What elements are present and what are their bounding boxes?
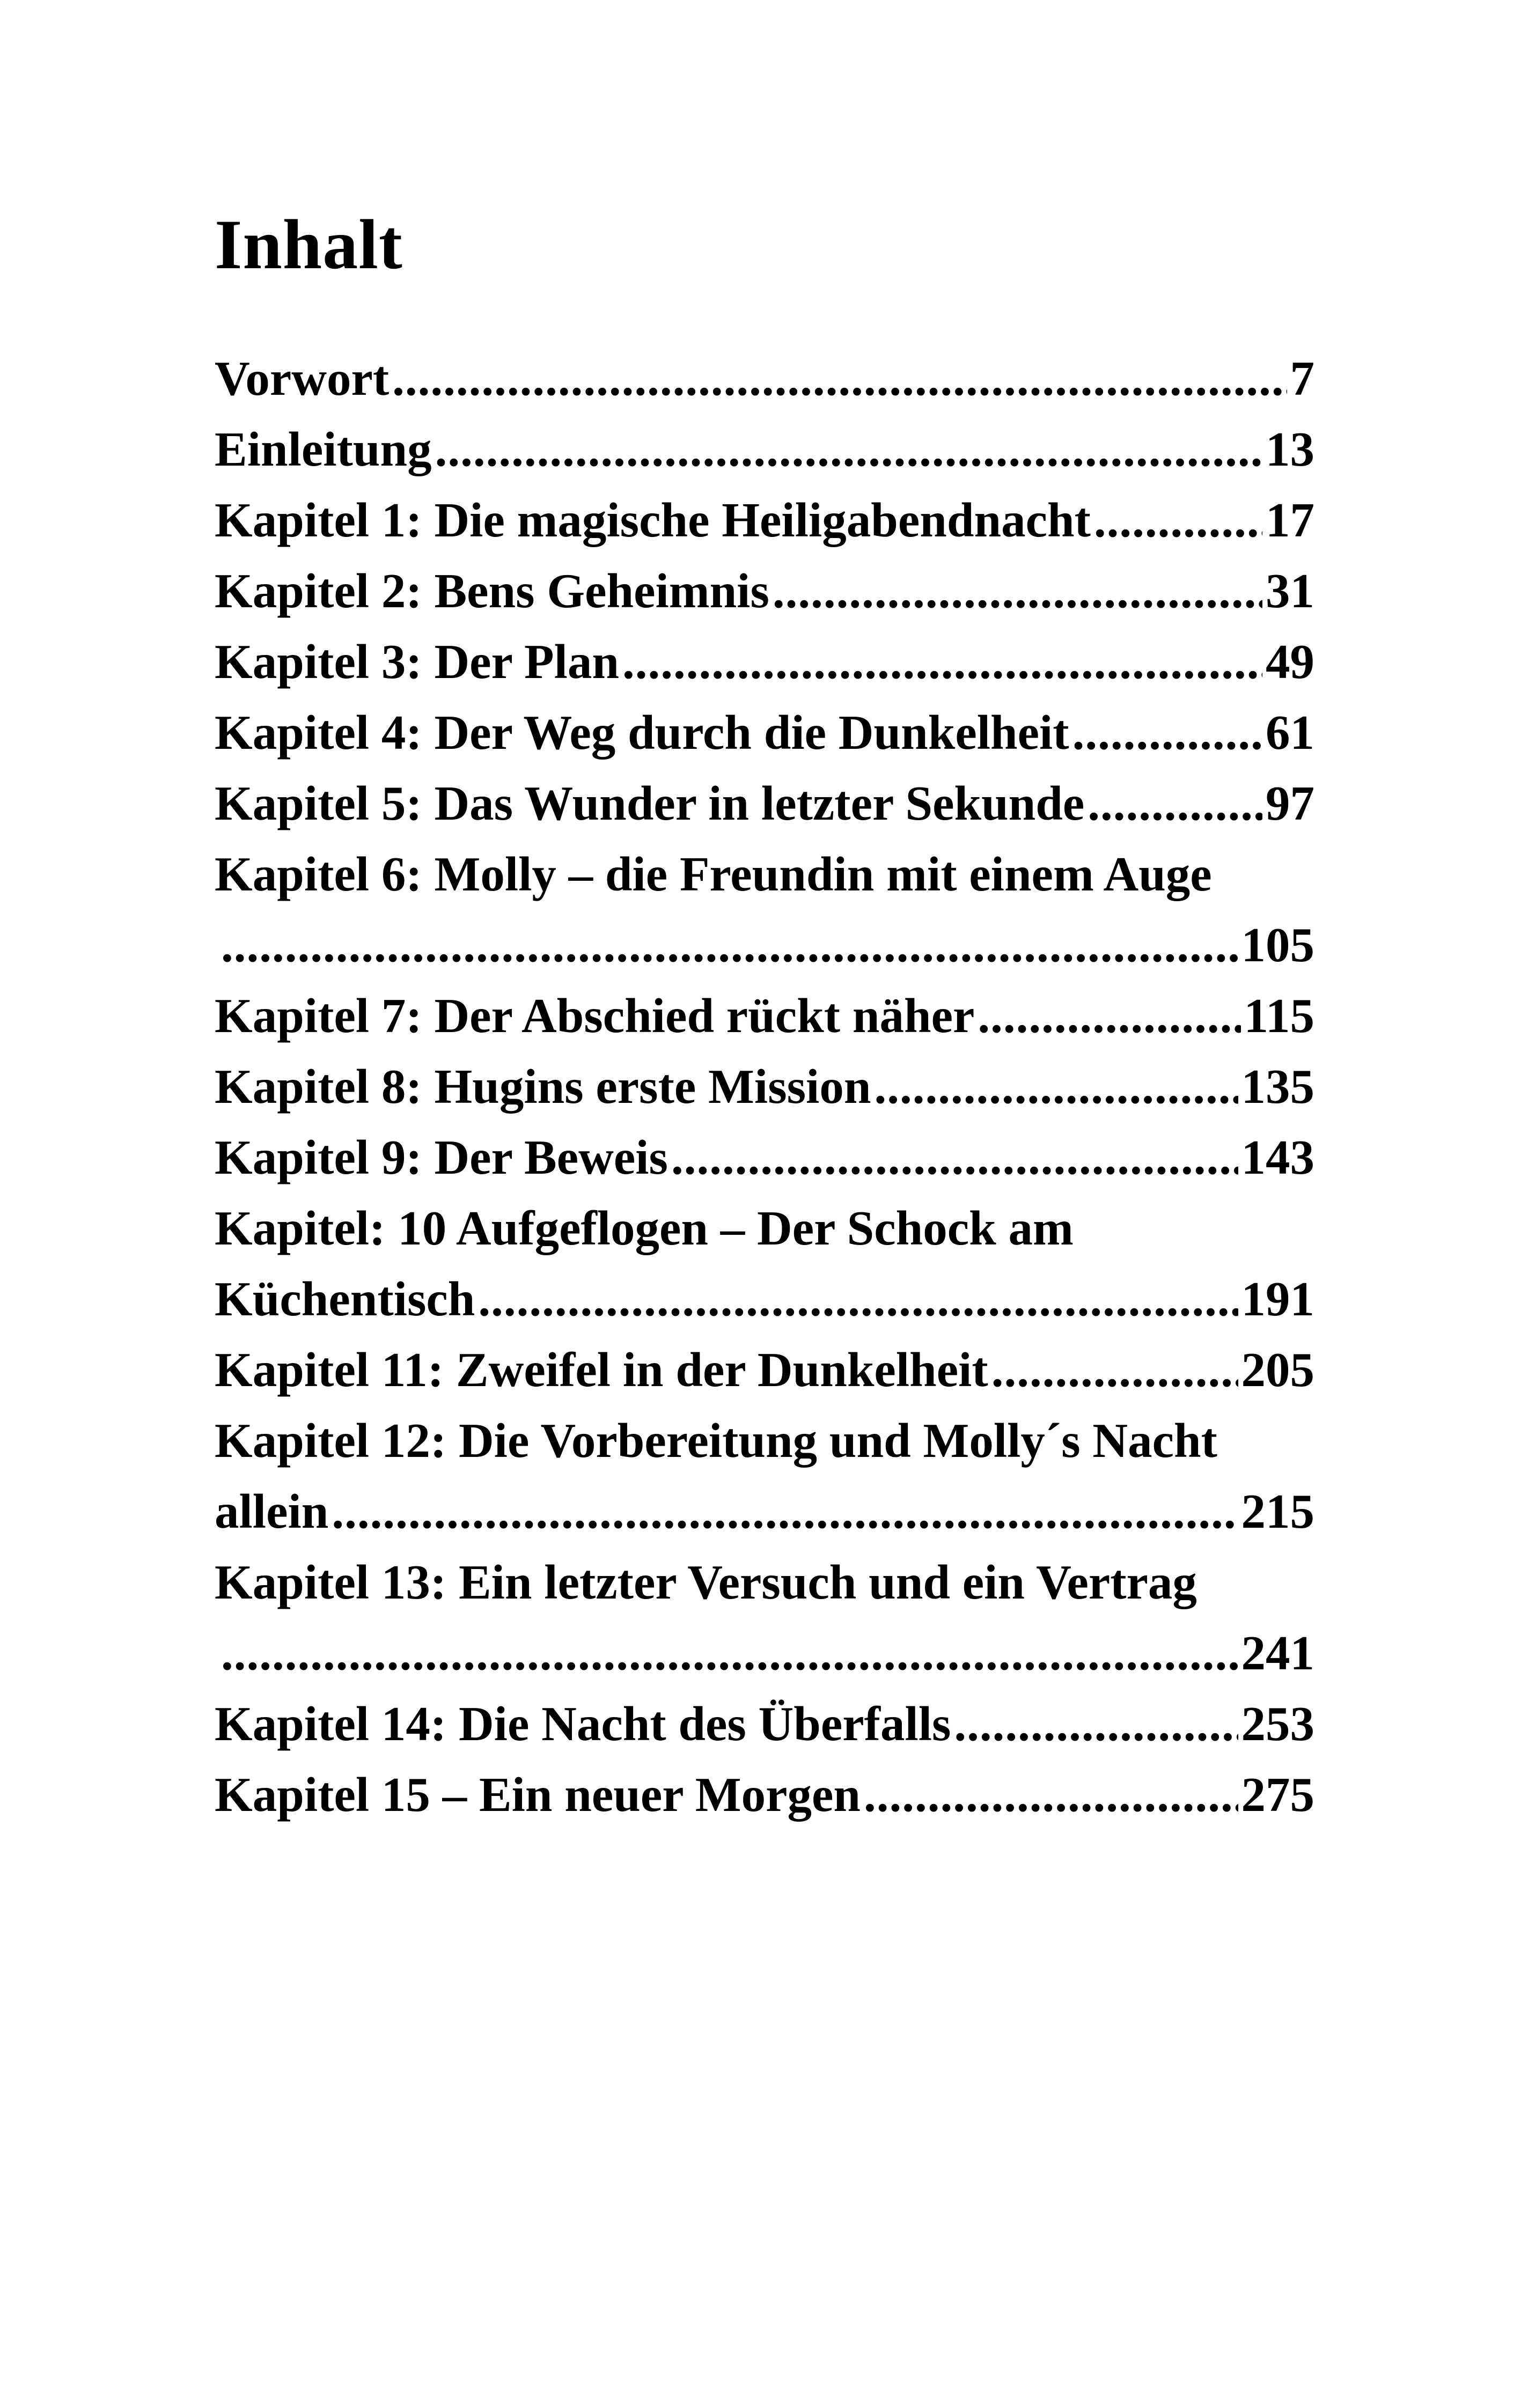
toc-entry-label: Kapitel 12: Die Vorbereitung und Molly´s Nacht bbox=[215, 1413, 1217, 1468]
toc-entry-label: Kapitel 6: Molly – die Freundin mit einem Auge bbox=[215, 847, 1212, 901]
toc-entry-kapitel-12 bbox=[215, 1405, 1314, 1547]
toc-entry-kapitel-5 bbox=[215, 768, 1314, 839]
toc-entry-page: 49 bbox=[1266, 635, 1314, 689]
toc-line bbox=[215, 910, 1314, 981]
toc-entry-einleitung bbox=[215, 414, 1314, 485]
toc-entry-label: Kapitel 3: Der Plan bbox=[215, 635, 620, 689]
toc-entry-kapitel-6 bbox=[215, 839, 1314, 981]
toc-line bbox=[215, 1618, 1314, 1689]
toc-entry-label: Kapitel: 10 Aufgeflogen – Der Schock am bbox=[215, 1201, 1074, 1255]
dot-leader bbox=[392, 343, 1287, 414]
toc-entry-kapitel-4 bbox=[215, 697, 1314, 768]
toc-entry-page: 275 bbox=[1241, 1768, 1314, 1822]
page-title: Inhalt bbox=[215, 205, 403, 284]
toc-entry-kapitel-9 bbox=[215, 1122, 1314, 1193]
dot-leader bbox=[478, 1264, 1238, 1335]
toc-entry-page: 241 bbox=[1241, 1626, 1314, 1680]
toc-line bbox=[215, 343, 1314, 414]
toc-entry-page: 31 bbox=[1266, 564, 1314, 618]
toc-line bbox=[215, 697, 1314, 768]
toc-entry-label: Kapitel 8: Hugins erste Mission bbox=[215, 1059, 871, 1114]
toc-entry-label: Kapitel 11: Zweifel in der Dunkelheit bbox=[215, 1343, 988, 1397]
toc-entry-label: Kapitel 2: Bens Geheimnis bbox=[215, 564, 769, 618]
toc-entry-label: Kapitel 1: Die magische Heiligabendnacht bbox=[215, 493, 1091, 547]
toc-entry-kapitel-14 bbox=[215, 1689, 1314, 1759]
toc-entry-kapitel-7 bbox=[215, 981, 1314, 1051]
dot-leader bbox=[332, 1476, 1238, 1547]
toc-line bbox=[215, 485, 1314, 556]
toc-entry-label-continued: Küchentisch bbox=[215, 1272, 475, 1326]
toc-line bbox=[215, 556, 1314, 627]
toc-line bbox=[215, 768, 1314, 839]
toc-entry-page: 135 bbox=[1241, 1059, 1314, 1114]
dot-leader bbox=[221, 1618, 1238, 1689]
table-of-contents bbox=[215, 343, 1314, 1830]
dot-leader bbox=[1088, 768, 1262, 839]
toc-entry-page: 97 bbox=[1266, 776, 1314, 830]
toc-line bbox=[215, 1264, 1314, 1335]
toc-entry-page: 191 bbox=[1241, 1272, 1314, 1326]
dot-leader bbox=[435, 414, 1262, 485]
toc-entry-label: Vorwort bbox=[215, 351, 390, 406]
toc-entry-page: 253 bbox=[1241, 1697, 1314, 1751]
toc-entry-vorwort bbox=[215, 343, 1314, 414]
toc-entry-kapitel-11 bbox=[215, 1335, 1314, 1405]
dot-leader bbox=[1072, 697, 1262, 768]
toc-entry-label: Kapitel 9: Der Beweis bbox=[215, 1130, 668, 1184]
toc-entry-label: Kapitel 15 – Ein neuer Morgen bbox=[215, 1768, 861, 1822]
toc-entry-label: Kapitel 5: Das Wunder in letzter Sekunde bbox=[215, 776, 1085, 830]
toc-entry-page: 115 bbox=[1244, 989, 1314, 1043]
toc-entry-page: 215 bbox=[1241, 1484, 1314, 1538]
toc-entry-kapitel-2 bbox=[215, 556, 1314, 627]
toc-entry-label: Einleitung bbox=[215, 422, 432, 476]
dot-leader bbox=[874, 1051, 1238, 1122]
toc-entry-page: 143 bbox=[1241, 1130, 1314, 1184]
toc-entry-kapitel-1 bbox=[215, 485, 1314, 556]
toc-entry-kapitel-3 bbox=[215, 627, 1314, 697]
toc-entry-label: Kapitel 14: Die Nacht des Überfalls bbox=[215, 1697, 951, 1751]
dot-leader bbox=[954, 1689, 1238, 1759]
toc-entry-page: 7 bbox=[1290, 351, 1314, 406]
toc-entry-kapitel-8 bbox=[215, 1051, 1314, 1122]
toc-entry-label: Kapitel 7: Der Abschied rückt näher bbox=[215, 989, 975, 1043]
toc-entry-label-continued: allein bbox=[215, 1484, 329, 1538]
toc-line bbox=[215, 1122, 1314, 1193]
toc-entry-page: 205 bbox=[1241, 1343, 1314, 1397]
dot-leader bbox=[622, 627, 1262, 697]
toc-entry-kapitel-10 bbox=[215, 1193, 1314, 1335]
dot-leader bbox=[671, 1122, 1238, 1193]
toc-entry-kapitel-15 bbox=[215, 1759, 1314, 1830]
dot-leader bbox=[864, 1759, 1238, 1830]
toc-line bbox=[215, 981, 1314, 1051]
toc-line bbox=[215, 1051, 1314, 1122]
toc-line bbox=[215, 1759, 1314, 1830]
dot-leader bbox=[991, 1335, 1238, 1405]
toc-line bbox=[215, 414, 1314, 485]
toc-entry-kapitel-13 bbox=[215, 1547, 1314, 1689]
toc-line bbox=[215, 1689, 1314, 1759]
toc-entry-page: 61 bbox=[1266, 705, 1314, 760]
dot-leader bbox=[1094, 485, 1262, 556]
toc-entry-label: Kapitel 13: Ein letzter Versuch und ein Vertrag bbox=[215, 1555, 1197, 1609]
dot-leader bbox=[221, 910, 1238, 981]
toc-line bbox=[215, 627, 1314, 697]
toc-entry-page: 105 bbox=[1241, 918, 1314, 972]
toc-line bbox=[215, 1335, 1314, 1405]
toc-entry-page: 13 bbox=[1266, 422, 1314, 476]
toc-line bbox=[215, 1476, 1314, 1547]
dot-leader bbox=[978, 981, 1240, 1051]
toc-entry-label: Kapitel 4: Der Weg durch die Dunkelheit bbox=[215, 705, 1069, 760]
dot-leader bbox=[773, 556, 1262, 627]
toc-entry-page: 17 bbox=[1266, 493, 1314, 547]
